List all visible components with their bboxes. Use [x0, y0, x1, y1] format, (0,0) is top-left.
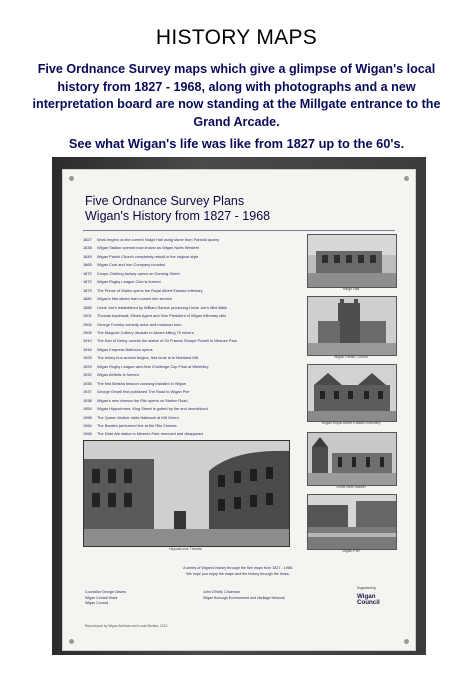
board-title [85, 194, 270, 224]
timeline-row [83, 414, 298, 422]
timeline-row [83, 270, 298, 278]
bolt-icon [404, 639, 409, 644]
credit-column-1 [85, 590, 126, 607]
bolt-icon [69, 639, 74, 644]
timeline-event: Coops Clothing factory opens on Dorning Street [97, 270, 180, 276]
timeline-row [83, 405, 298, 413]
timeline-row [83, 236, 298, 244]
timeline-year: 1849 [83, 253, 92, 259]
photo-wigan-pier [307, 494, 397, 550]
timeline-row [83, 261, 298, 269]
timeline-row [83, 295, 298, 303]
timeline-row [83, 253, 298, 261]
bolt-icon [404, 176, 409, 181]
timeline-year: 1873 [83, 287, 92, 293]
board-footer-note [123, 565, 353, 577]
timeline-event: The trolley bus service begins, first route is to Martland Mill [97, 355, 199, 361]
timeline-event: The Queen Mother visits Hallmark at Kitt Green [97, 414, 179, 420]
board-title-line1: Five Ordnance Survey Plans [85, 194, 245, 208]
timeline-year: 1888 [83, 304, 92, 310]
board-photograph [52, 157, 426, 655]
timeline-year: 1932 [83, 372, 92, 378]
credit-role-1: Wigan Central Ward [85, 595, 118, 600]
timeline-event: Wigan's first steam tram comes into service [97, 296, 172, 302]
caption-photo3: Wigan Royal Albert Edward Infirmary [321, 421, 381, 425]
timeline-event: Wigan Rugby League wins first Challenge Cup Final at Wembley [97, 363, 209, 369]
interpretation-board [62, 169, 416, 651]
title-divider [83, 230, 395, 231]
intro-paragraph: Five Ordnance Survey maps which give a glimpse of Wigan's local history from 1827 - 1968, along with photographs and a new interpretation board are now standing at the Millgate entrance to the Grand Arcade. [32, 62, 441, 129]
timeline-year: 1827 [83, 237, 92, 242]
timeline-row [83, 329, 298, 337]
timeline-year: 1908 [83, 329, 92, 335]
timeline-event: The Maypole Colliery disaster in Abram killing 75 miners [97, 329, 194, 335]
timeline-event: Wigan Hippodrome, King Street is gutted by fire and demolished [97, 406, 208, 412]
timeline-row [83, 346, 298, 354]
bolt-icon [69, 176, 74, 181]
timeline-event: Wigan's new cinema the Ritz opens on Station Road [97, 397, 188, 403]
timeline-year: 1925 [83, 355, 92, 361]
footer-note-line1: A series of Wigan's history through the five maps from 1827 - 1968. [183, 566, 293, 570]
credit-name-2: John O'Neill, Chairman [203, 590, 240, 594]
photo-haigh-hall [307, 234, 397, 288]
timeline-year: 1937 [83, 389, 92, 395]
credit-org-1: Wigan Council [85, 601, 109, 605]
photo-parish-church [307, 296, 397, 356]
caption-photo2: Wigan Parish Church [334, 355, 368, 359]
timeline-event: The Dixie Ale statue in Mesnes Park removed and disappears [97, 431, 204, 437]
timeline-row [83, 354, 298, 362]
timeline-event: Wigan Parish Church completely rebuilt in the original style [97, 253, 199, 259]
timeline-event: George Formby comedy actor and musician born [97, 321, 182, 327]
timeline-event: Wigan Empress Ballroom opens [97, 346, 153, 352]
timeline-row [83, 363, 298, 371]
page-heading: HISTORY MAPS [155, 26, 318, 49]
timeline-event: Wigan Athletic is formed [97, 372, 139, 378]
credit-name-1: Councillor George Davies [85, 590, 126, 594]
timeline-event: The Prince of Wales opens the Royal Albert Edward Infirmary [97, 287, 203, 293]
timeline-event: Wigan Station opened now known as Wigan North Western [97, 245, 200, 251]
timeline-row [83, 422, 298, 430]
timeline-row [83, 380, 298, 388]
wigan-council-logo [357, 586, 397, 612]
timeline-row [83, 312, 298, 320]
timeline-year: 1872 [83, 270, 92, 276]
copyright-note: Reproduced by Wigan Archives and Local Studies, 2012 [85, 624, 168, 628]
timeline-row [83, 321, 298, 329]
footer-note-line2: We hope you enjoy the maps and the history through the times. [186, 572, 290, 576]
photo-infirmary [307, 364, 397, 422]
photo-market [307, 432, 397, 486]
tagline: See what Wigan's life was like from 1827 up to the 60's. [68, 136, 405, 151]
timeline-event: Uncle Joe's established by William Santus producing Uncle Joe's Mint Balls [97, 304, 227, 310]
timeline-event: Work begins on the current Haigh Hall using stone from Parbold quarry [97, 237, 220, 242]
timeline-event: Wigan Coal and Iron Company founded [97, 262, 166, 268]
logo-text: Wigan Council [357, 593, 380, 606]
timeline-year: 1838 [83, 245, 92, 251]
timeline-event: Thomas Aspinwall, Mines Agent and Vice President of Wigan Infirmary dies [97, 313, 227, 319]
timeline-row [83, 371, 298, 379]
caption-bigphoto: Hippodrome Theatre [169, 547, 202, 551]
timeline-event: The Earl of Derby unveils the statue of Sir Francis Sharpe Powell in Mesnes Park [97, 338, 237, 344]
timeline-row [83, 397, 298, 405]
timeline-year: 1872 [83, 279, 92, 285]
caption-photo5: Wigan Pier [342, 549, 360, 553]
timeline-year: 1968 [83, 431, 92, 437]
timeline-row [83, 244, 298, 252]
timeline-event: Wigan Rugby League Club is formed [97, 279, 161, 285]
timeline-event: The Beatles performed live at the Ritz Cinema [97, 422, 177, 428]
credit-column-2 [203, 590, 285, 601]
timeline-year: 1901 [83, 313, 92, 319]
timeline-year: 1935 [83, 380, 92, 386]
timeline-row [83, 430, 298, 438]
timeline-event: The first Belisha beacon crossing installed in Wigan [97, 380, 186, 386]
timeline-row [83, 304, 298, 312]
timeline-row [83, 388, 298, 396]
timeline-year: 1880 [83, 296, 92, 302]
timeline-year: 1910 [83, 338, 92, 344]
timeline-year: 1958 [83, 414, 92, 420]
timeline-year: 1904 [83, 321, 92, 327]
timeline-year: 1929 [83, 363, 92, 369]
timeline-row [83, 337, 298, 345]
timeline-year: 1865 [83, 262, 92, 268]
timeline-event: George Orwell first published The Road to Wigan Pier [97, 389, 190, 395]
board-title-line2: Wigan's History from 1827 - 1968 [85, 209, 271, 223]
timeline-year: 1938 [83, 397, 92, 403]
credit-org-2: Wigan Borough Environment and Heritage Network [203, 595, 285, 600]
photo-hippodrome [83, 440, 290, 547]
timeline-year: 1964 [83, 422, 92, 428]
timeline-list [83, 236, 298, 439]
caption-photo1: Haigh Hall [342, 287, 360, 291]
timeline-year: 1954 [83, 406, 92, 412]
timeline-year: 1916 [83, 346, 92, 352]
caption-photo4: Great New Market [336, 485, 366, 489]
logo-supported-by: Supported by [357, 586, 376, 590]
timeline-row [83, 287, 298, 295]
timeline-row [83, 278, 298, 286]
